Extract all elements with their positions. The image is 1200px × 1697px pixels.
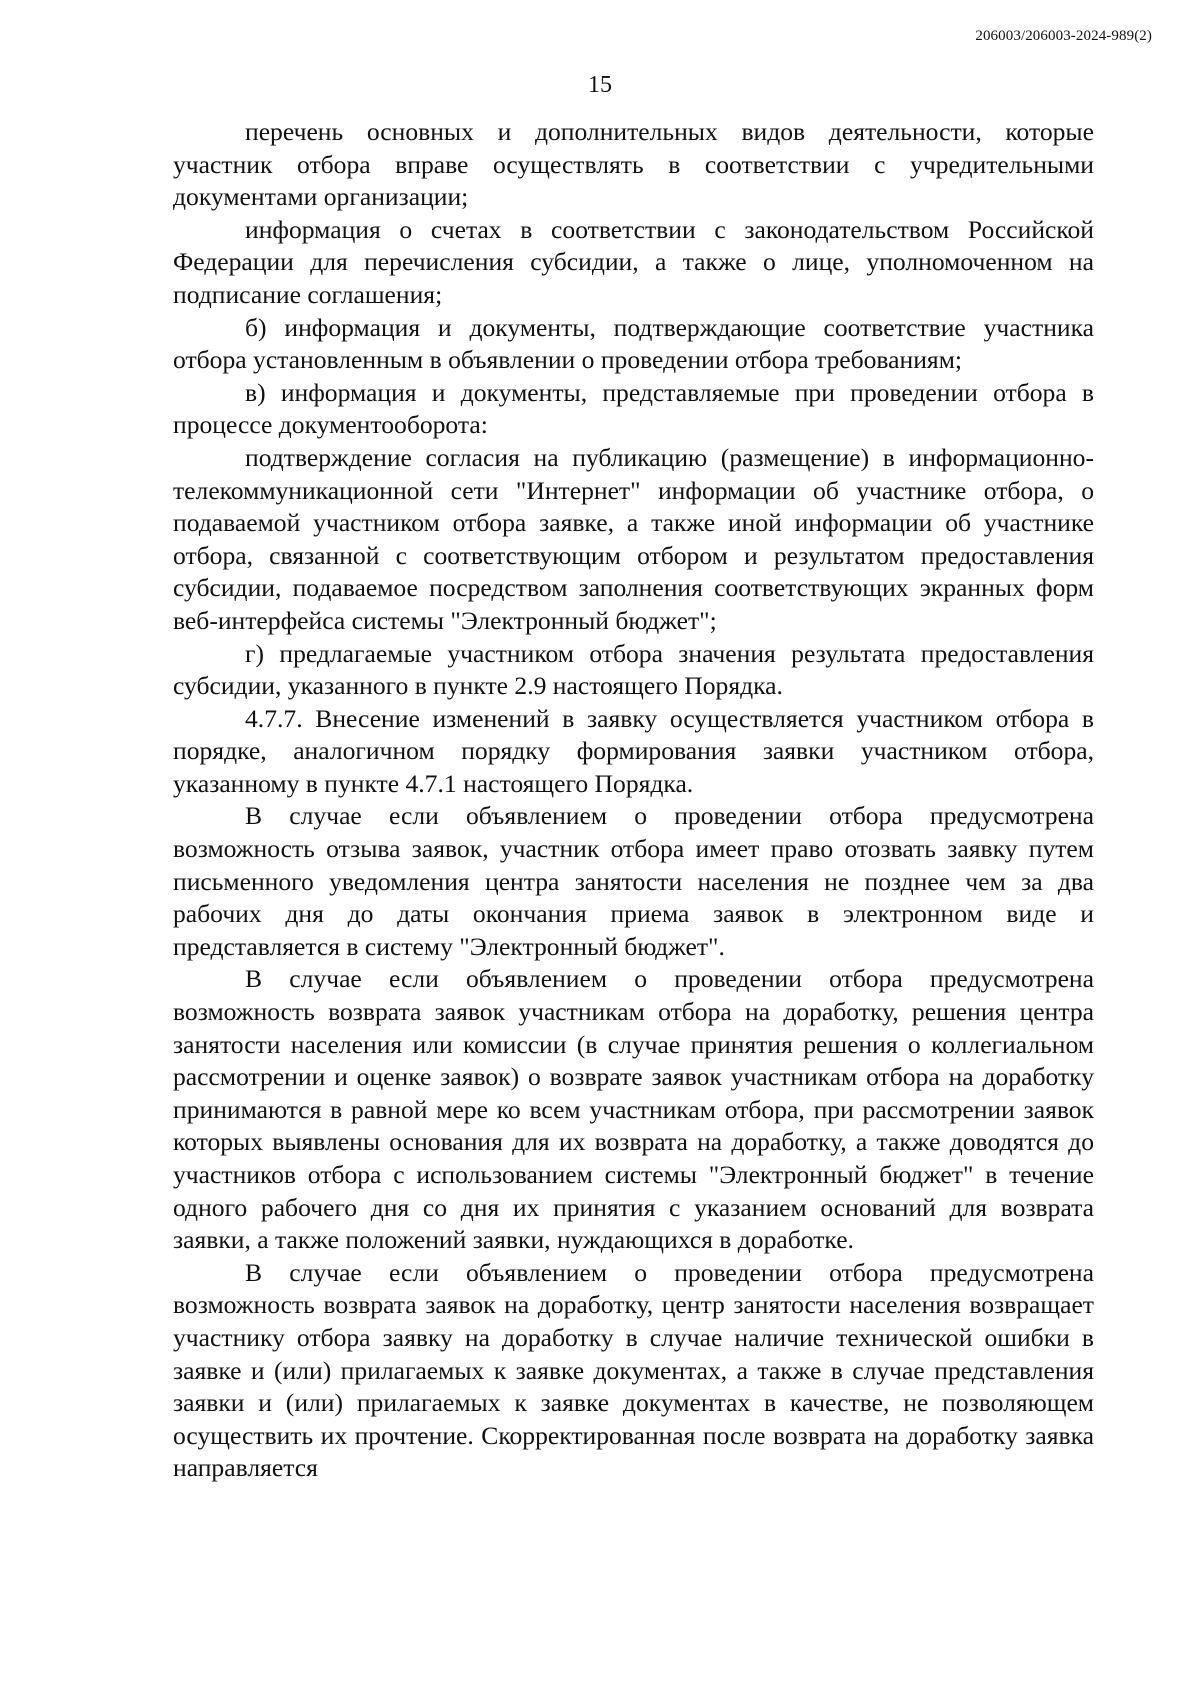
paragraph: б) информация и документы, подтверждающие соответствие участника отбора установленным в объявлении о проведении отбора требованиям;	[173, 312, 1094, 375]
paragraph: подтверждение согласия на публикацию (размещение) в информационно-телекоммуникационной сети "Интернет" информации об участнике отбора, о подаваемой участником отбора заявке, а также иной информации об участнике отбора, связанной с соответствующим отбором и результатом предоставления субсидии, подаваемое посредством заполнения соответствующих экранных форм веб-интерфейса системы "Электронный бюджет";	[173, 442, 1094, 635]
paragraph: в) информация и документы, представляемые при проведении отбора в процессе документооборота:	[173, 377, 1094, 440]
paragraph: информация о счетах в соответствии с законодательством Российской Федерации для перечисления субсидии, а также о лице, уполномоченном на подписание соглашения;	[173, 214, 1094, 309]
document-id: 206003/206003-2024-989(2)	[975, 28, 1152, 44]
paragraph: г) предлагаемые участником отбора значения результата предоставления субсидии, указанного в пункте 2.9 настоящего Порядка.	[173, 638, 1094, 701]
paragraph: В случае если объявлением о проведении отбора предусмотрена возможность отзыва заявок, участник отбора имеет право отозвать заявку путем письменного уведомления центра занятости населения не позднее чем за два рабочих дня до даты окончания приема заявок в электронном виде и представляется в систему "Электронный бюджет".	[173, 801, 1094, 961]
paragraph: В случае если объявлением о проведении отбора предусмотрена возможность возврата заявок на доработку, центр занятости населения возвращает участнику отбора заявку на доработку в случае наличие технической ошибки в заявке и (или) прилагаемых к заявке документах, а также в случае представления заявки и (или) прилагаемых к заявке документах в качестве, не позволяющем осуществить их прочтение. Скорректированная после возврата на доработку заявка направляется	[173, 1257, 1094, 1483]
page-number: 15	[588, 72, 612, 98]
paragraph: перечень основных и дополнительных видов деятельности, которые участник отбора вправе осуществлять в соответствии с учредительными документами организации;	[173, 117, 1094, 212]
document-body	[173, 116, 1094, 1485]
paragraph: В случае если объявлением о проведении отбора предусмотрена возможность возврата заявок участникам отбора на доработку, решения центра занятости населения или комиссии (в случае принятия решения о коллегиальном рассмотрении и оценке заявок) о возврате заявок участникам отбора на доработку принимаются в равной мере ко всем участникам отбора, при рассмотрении заявок которых выявлены основания для их возврата на доработку, а также доводятся до участников отбора с использованием системы "Электронный бюджет" в течение одного рабочего дня со дня их принятия с указанием оснований для возврата заявки, а также положений заявки, нуждающихся в доработке.	[173, 964, 1094, 1255]
paragraph: 4.7.7. Внесение изменений в заявку осуществляется участником отбора в порядке, аналогичном порядку формирования заявки участником отбора, указанному в пункте 4.7.1 настоящего Порядка.	[173, 703, 1094, 798]
